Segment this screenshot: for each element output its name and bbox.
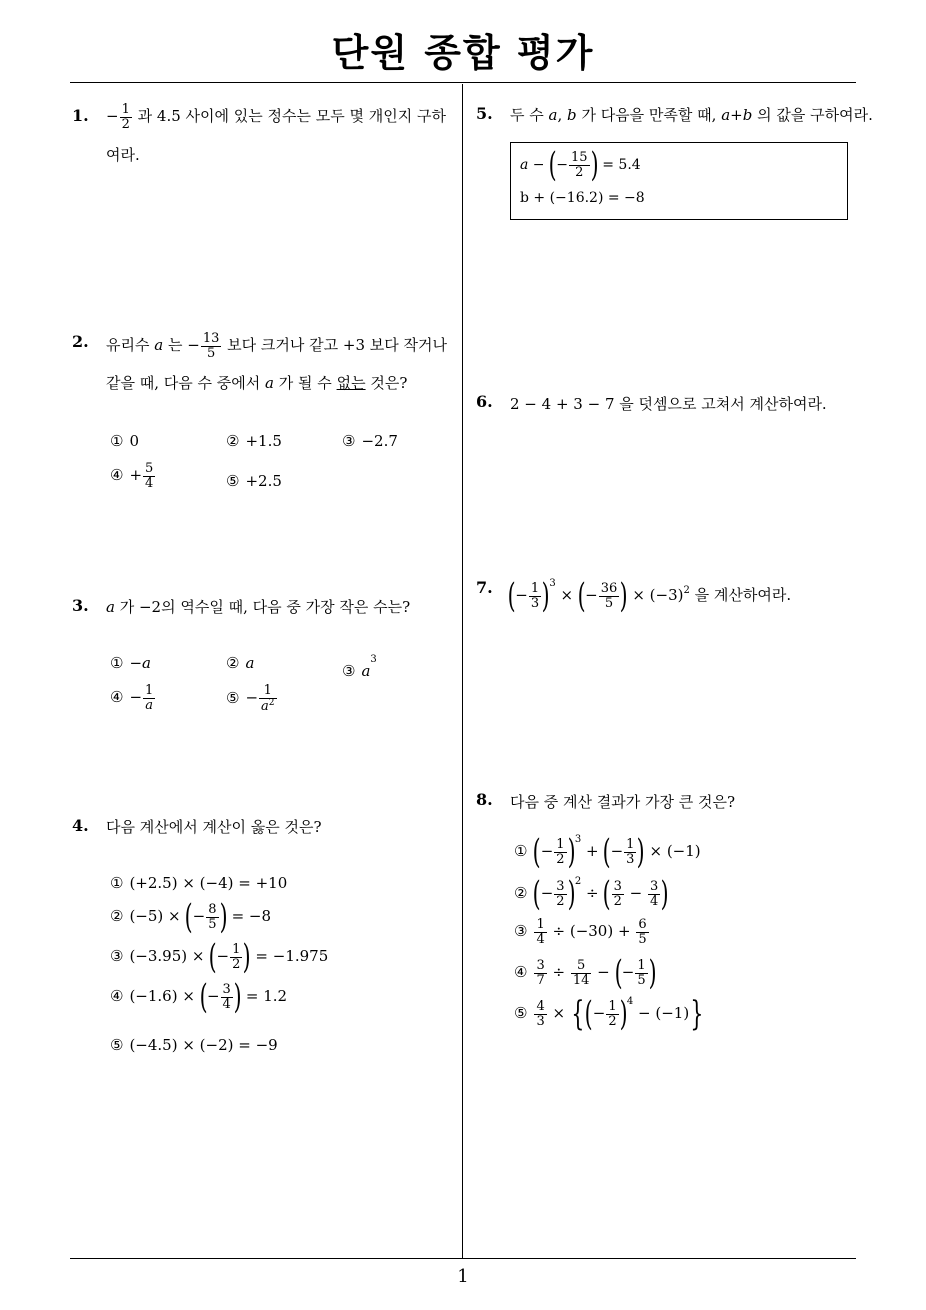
question-number: 6. bbox=[476, 392, 493, 411]
question-text: 다음 중 계산 결과가 가장 큰 것은? bbox=[510, 793, 736, 811]
question-number: 7. bbox=[476, 578, 493, 597]
top-divider bbox=[70, 82, 856, 83]
page-number: 1 bbox=[457, 1266, 469, 1287]
option-1[interactable]: ① 0 bbox=[110, 432, 139, 450]
question-text: a 가 −2의 역수일 때, 다음 중 가장 작은 수는? bbox=[106, 598, 411, 616]
option-2[interactable]: ② (−5) × (− $\frac{8}{5}$ ) = −8 bbox=[110, 897, 272, 937]
option-4[interactable]: ④ $\frac{3}{7}$ ÷ $\frac{5}{14}$ − (− $\frac{1}{5}$ ) bbox=[514, 953, 657, 993]
question-number: 1. bbox=[72, 106, 89, 125]
question-text-line2: 여라. bbox=[106, 146, 140, 164]
equation-2: b + (−16.2) = −8 bbox=[520, 190, 645, 206]
option-5[interactable]: ⑤ $\frac{4}{3}$ × {(− $\frac{1}{2}$ )$^4$ − (−1)} bbox=[514, 994, 704, 1034]
bottom-divider bbox=[70, 1258, 856, 1259]
question-text: 두 수 a, b 가 다음을 만족할 때, a+b 의 값을 구하여라. bbox=[510, 106, 873, 124]
fraction: $\frac{1}{2}$ bbox=[121, 102, 130, 132]
question-text: (− $\frac{1}{3}$ )$^3$ × (− $\frac{36}{5}$ ) × $(-3)^2$ 을 계산하여라. bbox=[507, 576, 792, 616]
option-2[interactable]: ② (− $\frac{3}{2}$ )$^2$ ÷ ( $\frac{3}{2}$ − $\frac{3}{4}$ ) bbox=[514, 874, 669, 914]
question-number: 4. bbox=[72, 816, 89, 835]
option-2[interactable]: ② a bbox=[226, 654, 255, 672]
option-5[interactable]: ⑤ − $\frac{1}{a^2}$ bbox=[226, 683, 275, 714]
option-5[interactable]: ⑤ (−4.5) × (−2) = −9 bbox=[110, 1036, 278, 1054]
question-number: 8. bbox=[476, 790, 493, 809]
option-2[interactable]: ② +1.5 bbox=[226, 432, 282, 450]
question-text-line2: 같을 때, 다음 수 중에서 a 가 될 수 없는 것은? bbox=[106, 374, 408, 392]
option-1[interactable]: ① −a bbox=[110, 654, 151, 672]
column-divider bbox=[462, 84, 463, 1259]
option-3[interactable]: ③ (−3.95) × (− $\frac{1}{2}$ ) = −1.975 bbox=[110, 937, 329, 977]
option-4[interactable]: ④ − $\frac{1}{a}$ bbox=[110, 683, 154, 713]
option-3[interactable]: ③ $\frac{1}{4}$ ÷ (−30) + $\frac{6}{5}$ bbox=[514, 917, 647, 947]
option-5[interactable]: ⑤ +2.5 bbox=[226, 472, 282, 490]
question-number: 2. bbox=[72, 332, 89, 351]
question-text: − $\frac{1}{2}$ 과 4.5 사이에 있는 정수는 모두 몇 개인지 구하 bbox=[106, 102, 446, 132]
option-3[interactable]: ③ −2.7 bbox=[342, 432, 398, 450]
equation-1: a − (− $\frac{15}{2}$ ) = 5.4 bbox=[520, 145, 641, 185]
question-number: 5. bbox=[476, 104, 493, 123]
option-1[interactable]: ① (+2.5) × (−4) = +10 bbox=[110, 874, 288, 892]
question-text: 유리수 a 는 − $\frac{13}{5}$ 보다 크거나 같고 +3 보다 작거나 bbox=[106, 331, 448, 361]
option-4[interactable]: ④ (−1.6) × (− $\frac{3}{4}$ ) = 1.2 bbox=[110, 977, 288, 1017]
question-text: 다음 계산에서 계산이 옳은 것은? bbox=[106, 818, 322, 836]
option-4[interactable]: ④ + $\frac{5}{4}$ bbox=[110, 461, 154, 491]
question-text: 2 − 4 + 3 − 7 을 덧셈으로 고쳐서 계산하여라. bbox=[510, 395, 827, 413]
option-3[interactable]: ③ $a^3$ bbox=[342, 654, 377, 680]
option-1[interactable]: ① (− $\frac{1}{2}$ )$^3$ + (− $\frac{1}{3}$ ) × (−1) bbox=[514, 832, 701, 872]
question-number: 3. bbox=[72, 596, 89, 615]
page-title: 단원 종합 평가 bbox=[331, 31, 595, 75]
